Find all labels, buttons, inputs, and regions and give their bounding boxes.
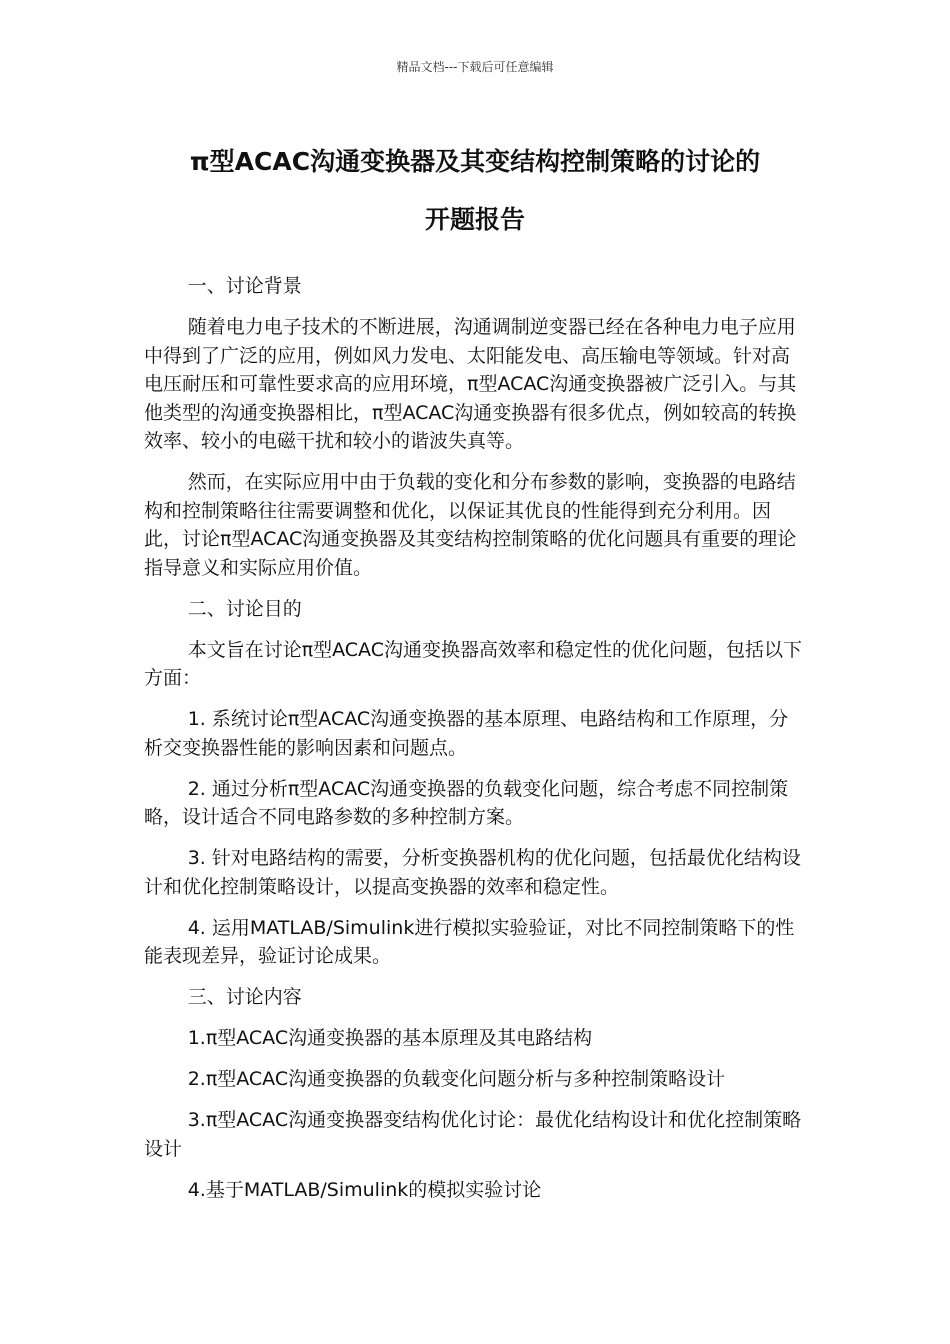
- header-note: 精品文档---下载后可任意编辑: [396, 60, 554, 74]
- purpose-item: 1. 系统讨论π型ACAC沟通变换器的基本原理、电路结构和工作原理，分析交变换器性能的影响因素和问题点。: [144, 708, 789, 759]
- section-heading-purpose: 二、讨论目的: [187, 597, 302, 620]
- background-paragraph-2: 然而，在实际应用中由于负载的变化和分布参数的影响，变换器的电路结构和控制策略往往需要调整和优化，以保证其优良的性能得到充分利用。因此，讨论π型ACAC沟通变换器及其变结构控制策略的优化问题具有重要的理论指导意义和实际应用价值。: [144, 471, 797, 579]
- section-heading-content: 三、讨论内容: [187, 986, 302, 1008]
- content-item: 2.π型ACAC沟通变换器的负载变化问题分析与多种控制策略设计: [187, 1068, 726, 1090]
- content-item: 4.基于MATLAB/Simulink的模拟实验讨论: [187, 1178, 542, 1201]
- document-body: [144, 272, 806, 1217]
- purpose-intro: 本文旨在讨论π型ACAC沟通变换器高效率和稳定性的优化问题，包括以下方面：: [144, 638, 802, 689]
- content-item: 3.π型ACAC沟通变换器变结构优化讨论：最优化结构设计和优化控制策略设计: [144, 1109, 802, 1160]
- background-paragraph-1: 随着电力电子技术的不断进展，沟通调制逆变器已经在各种电力电子应用中得到了广泛的应用，例如风力发电、太阳能发电、高压输电等领域。针对高电压耐压和可靠性要求高的应用环境，π型ACAC沟通变换器被广泛引入。与其他类型的沟通变换器相比，π型ACAC沟通变换器有很多优点，例如较高的转换效率、较小的电磁干扰和较小的谐波失真等。: [144, 316, 797, 452]
- document-title: [120, 133, 830, 249]
- title-line-1: π型ACAC沟通变换器及其变结构控制策略的讨论的: [189, 147, 761, 176]
- purpose-item: 4. 运用MATLAB/Simulink进行模拟实验验证，对比不同控制策略下的性能表现差异，验证讨论成果。: [144, 916, 795, 967]
- title-line-2: 开题报告: [424, 205, 525, 234]
- purpose-item: 3. 针对电路结构的需要，分析变换器机构的优化问题，包括最优化结构设计和优化控制策略设计，以提高变换器的效率和稳定性。: [144, 847, 801, 898]
- section-heading-background: 一、讨论背景: [187, 275, 302, 297]
- purpose-item: 2. 通过分析π型ACAC沟通变换器的负载变化问题，综合考虑不同控制策略，设计适合不同电路参数的多种控制方案。: [144, 777, 789, 828]
- content-item: 1.π型ACAC沟通变换器的基本原理及其电路结构: [187, 1027, 593, 1049]
